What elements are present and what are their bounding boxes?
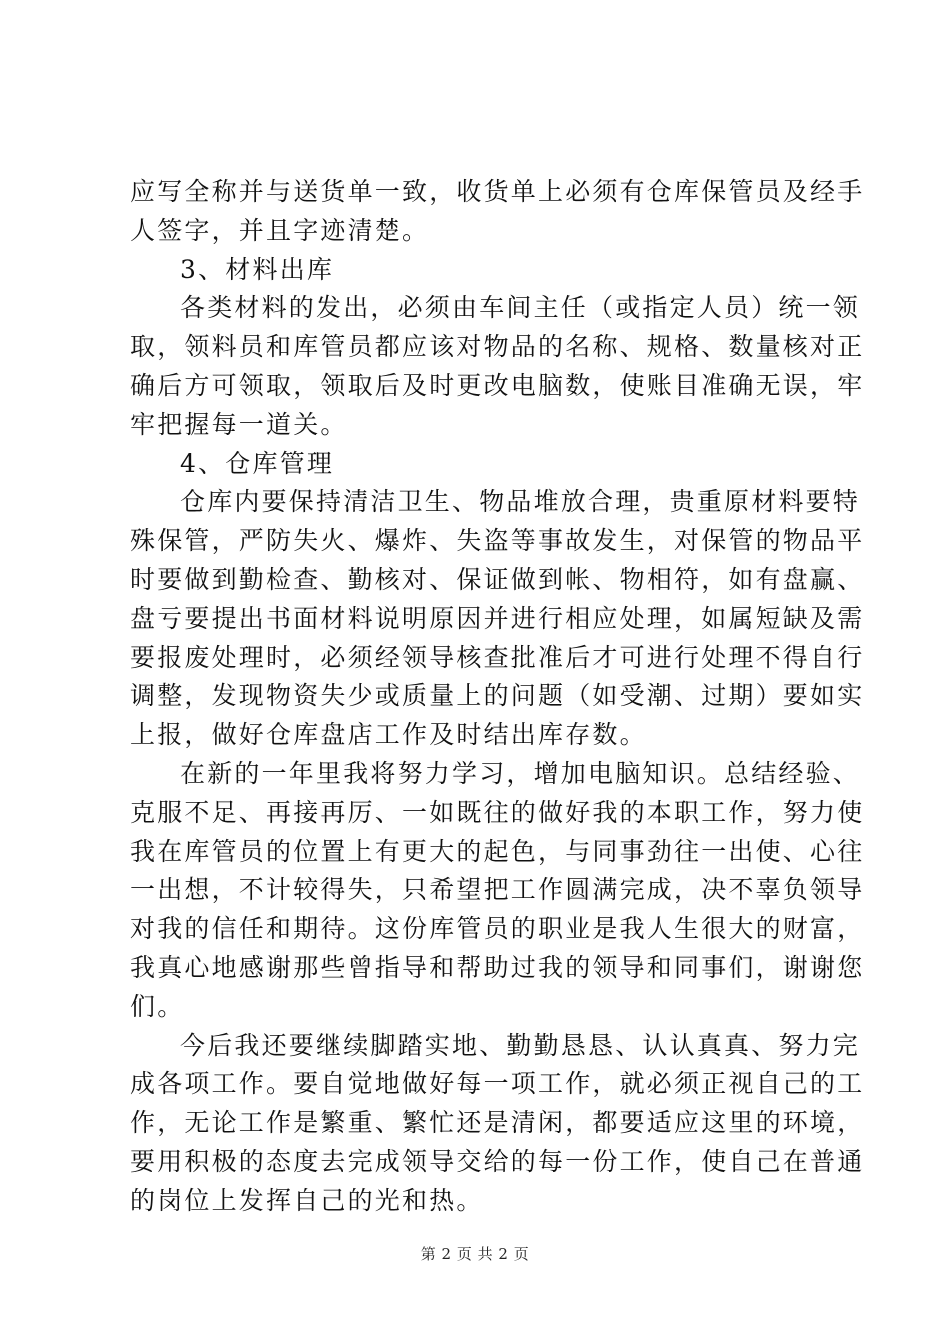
page-number-label: 第 2 页 共 2 页 (420, 1245, 530, 1263)
body-line: 上报，做好仓库盘店工作及时结出库存数。 (130, 720, 647, 750)
body-line: 人签字，并且字迹清楚。 (130, 215, 430, 245)
document-body (130, 173, 865, 1221)
body-line: 在新的一年里我将努力学习，增加电脑知识。总结经验、 (180, 758, 861, 788)
body-line: 各类材料的发出，必须由车间主任（或指定人员）统一领 (180, 293, 861, 323)
body-line: 今后我还要继续脚踏实地、勤勤恳恳、认认真真、努力完 (180, 1030, 861, 1060)
body-line: 应写全称并与送货单一致，收货单上必须有仓库保管员及经手 (130, 177, 865, 206)
body-line: 牢把握每一道关。 (130, 409, 348, 439)
body-line: 取，领料员和库管员都应该对物品的名称、规格、数量核对正 (130, 332, 865, 362)
body-line: 克服不足、再接再厉、一如既往的做好我的本职工作，努力使 (130, 797, 865, 827)
body-line: 作，无论工作是繁重、繁忙还是清闲，都要适应这里的环境， (130, 1108, 865, 1138)
body-line: 确后方可领取，领取后及时更改电脑数，使账目准确无误，牢 (130, 370, 865, 400)
body-line: 要报废处理时，必须经领导核查批准后才可进行处理不得自行 (130, 642, 865, 672)
section-heading: 3、材料出库 (180, 254, 335, 284)
body-line: 仓库内要保持清洁卫生、物品堆放合理，贵重原材料要特 (180, 487, 861, 517)
body-line: 成各项工作。要自觉地做好每一项工作，就必须正视自己的工 (130, 1069, 865, 1099)
body-line: 调整，发现物资失少或质量上的问题（如受潮、过期）要如实 (130, 681, 865, 711)
body-line: 时要做到勤检查、勤核对、保证做到帐、物相符，如有盘赢、 (130, 564, 865, 594)
body-line: 我真心地感谢那些曾指导和帮助过我的领导和同事们，谢谢您 (130, 952, 865, 982)
body-line: 的岗位上发挥自己的光和热。 (130, 1185, 484, 1215)
body-line: 对我的信任和期待。这份库管员的职业是我人生很大的财富， (130, 914, 865, 944)
body-line: 我在库管员的位置上有更大的起色，与同事劲往一出使、心往 (130, 836, 865, 866)
body-line: 们。 (130, 991, 185, 1021)
section-heading: 4、仓库管理 (180, 448, 335, 478)
body-line: 殊保管，严防失火、爆炸、失盗等事故发生，对保管的物品平 (130, 526, 865, 556)
body-line: 盘亏要提出书面材料说明原因并进行相应处理，如属短缺及需 (130, 603, 865, 633)
page-footer (0, 1244, 950, 1264)
body-line: 要用积极的态度去完成领导交给的每一份工作，使自己在普通 (130, 1146, 865, 1176)
body-line: 一出想，不计较得失，只希望把工作圆满完成，决不辜负领导 (130, 875, 865, 905)
